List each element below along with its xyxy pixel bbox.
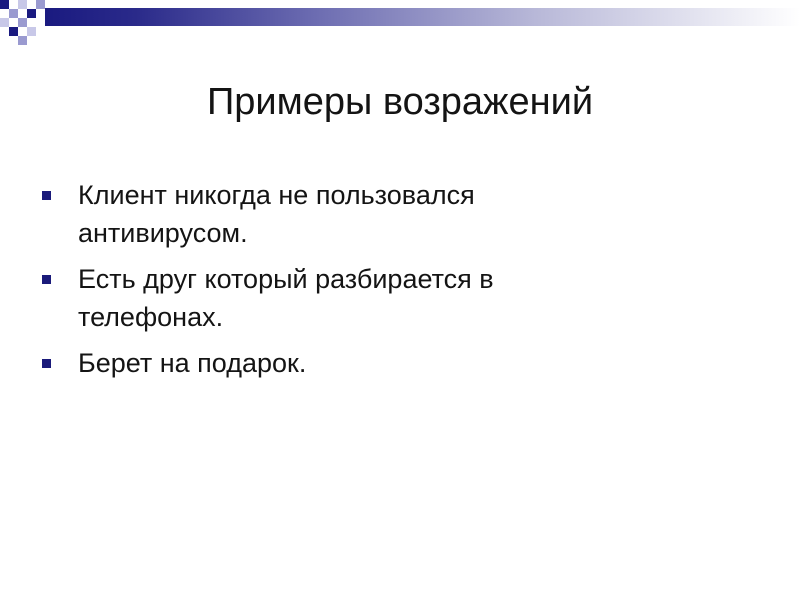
bullet-square-icon (42, 359, 51, 368)
decorative-square (0, 0, 9, 9)
bullet-text-line: антивирусом. (78, 218, 248, 248)
bullet-text-line: Берет на подарок. (78, 348, 307, 378)
decorative-gradient-bar (45, 8, 800, 26)
decorative-header-band (0, 0, 800, 50)
decorative-square (27, 27, 36, 36)
decorative-square (36, 0, 45, 9)
decorative-square (9, 9, 18, 18)
decorative-square (18, 18, 27, 27)
bullet-item (40, 176, 660, 252)
bullet-square-icon (42, 275, 51, 284)
slide-title: Примеры возражений (206, 81, 594, 123)
decorative-square (18, 36, 27, 45)
bullet-item (40, 344, 660, 382)
bullet-text-line: Есть друг который разбирается в (78, 264, 494, 294)
bullet-square-icon (42, 191, 51, 200)
decorative-square (27, 9, 36, 18)
decorative-square (9, 27, 18, 36)
decorative-square (18, 0, 27, 9)
decorative-square (0, 18, 9, 27)
bullet-text-line: телефонах. (78, 302, 224, 332)
bullet-text-line: Клиент никогда не пользовался (78, 180, 475, 210)
bullet-item (40, 260, 660, 336)
bullet-list (40, 176, 660, 390)
